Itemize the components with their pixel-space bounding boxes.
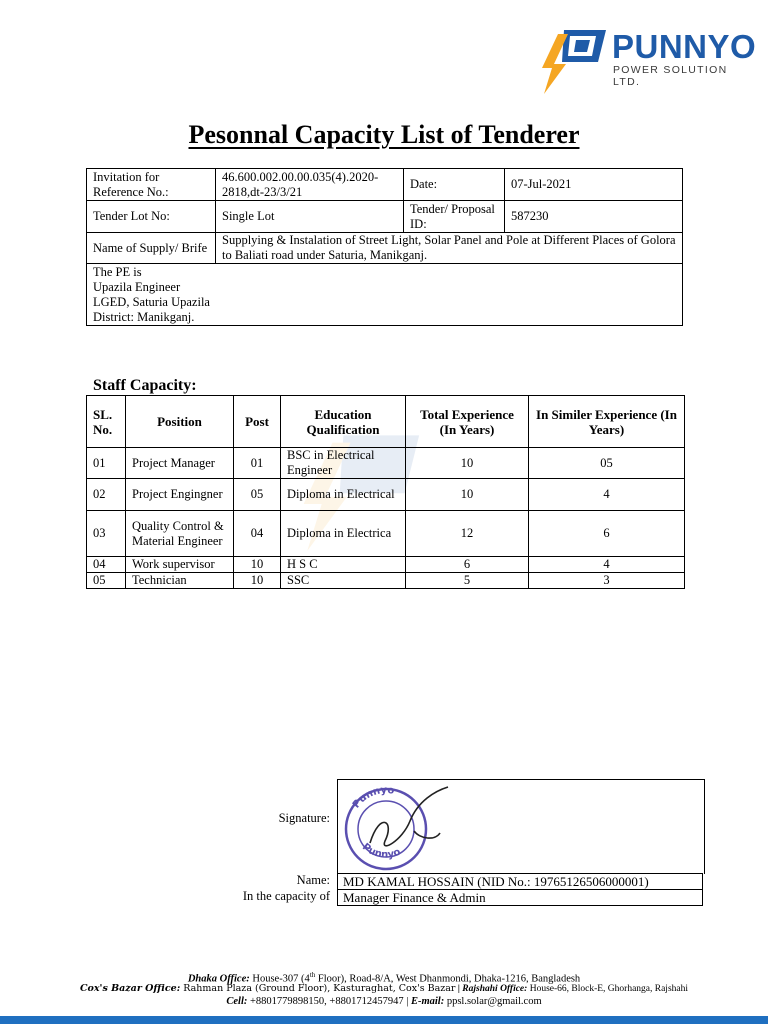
page-title: Pesonnal Capacity List of Tenderer xyxy=(188,120,580,149)
cell-position: Quality Control & Material Engineer xyxy=(126,511,234,557)
email-label: E-mail: xyxy=(408,996,445,1007)
pe-details xyxy=(87,264,683,326)
svg-text:Punnyo xyxy=(351,785,395,811)
table-row xyxy=(87,511,685,557)
cell-post: 10 xyxy=(234,557,281,573)
date-label: Date: xyxy=(404,169,505,201)
cell-sl: 05 xyxy=(87,573,126,589)
cell-total: 5 xyxy=(406,573,529,589)
staff-capacity-table xyxy=(86,395,685,589)
company-subtitle: POWER SOLUTION LTD. xyxy=(613,64,728,88)
cell-sl: 01 xyxy=(87,448,126,479)
table-row xyxy=(87,479,685,511)
tender-info-table xyxy=(86,168,683,326)
dhaka-office-address-1: House-307 (4 xyxy=(249,973,310,985)
invitation-value: 46.600.002.00.00.035(4).2020-2818,dt-23/3/21 xyxy=(216,169,404,201)
cell-position: Technician xyxy=(126,573,234,589)
rajshahi-office-label: | Rajshahi Office: xyxy=(457,984,528,994)
cell-label: Cell: xyxy=(226,996,248,1007)
dhaka-office-label: Dhaka Office: xyxy=(187,973,250,985)
header-post: Post xyxy=(234,396,281,448)
name-label: Name: xyxy=(296,873,330,887)
dhaka-office-sup: th xyxy=(309,971,316,979)
email-address: ppsl.solar@gmail.com xyxy=(444,996,542,1007)
company-name: PUNNYO xyxy=(612,28,757,65)
bottom-accent-bar xyxy=(0,1016,768,1024)
cell-numbers: +8801779898150, +8801712457947 | xyxy=(247,996,409,1007)
signatory-name: MD KAMAL HOSSAIN (NID No.: 19765126506000001) xyxy=(338,874,703,890)
header-education: Education Qualification xyxy=(281,396,406,448)
header-sl: SL. No. xyxy=(87,396,126,448)
lightning-logo-icon xyxy=(540,28,612,98)
dhaka-office-address-2: Floor), Road-8/A, West Dhanmondi, Dhaka-1216, Bangladesh xyxy=(315,973,581,985)
cell-post: 01 xyxy=(234,448,281,479)
pe-line: Upazila Engineer xyxy=(93,279,181,294)
header-similar-experience: In Similer Experience (In Years) xyxy=(529,396,685,448)
footer-contact xyxy=(0,995,768,1008)
supply-label: Name of Supply/ Brife xyxy=(87,233,216,264)
cell-total: 12 xyxy=(406,511,529,557)
svg-text:Punnyo xyxy=(360,841,402,860)
stamp-text-top: Punnyo xyxy=(350,784,395,811)
cell-sl: 02 xyxy=(87,479,126,511)
stamp-text-bottom: Punnyo xyxy=(359,841,403,861)
cell-position: Work supervisor xyxy=(126,557,234,573)
cell-education: Diploma in Electrica xyxy=(281,511,406,557)
table-row xyxy=(87,448,685,479)
cell-total: 10 xyxy=(406,448,529,479)
cell-post: 04 xyxy=(234,511,281,557)
pe-line: The PE is xyxy=(93,264,142,279)
cell-position: Project Engingner xyxy=(126,479,234,511)
proposal-label: Tender/ Proposal ID: xyxy=(404,201,505,233)
cell-similar: 6 xyxy=(529,511,685,557)
cell-total: 6 xyxy=(406,557,529,573)
lot-value: Single Lot xyxy=(216,201,404,233)
capacity-label: In the capacity of xyxy=(242,889,330,903)
cell-education: Diploma in Electrical xyxy=(281,479,406,511)
signatory-capacity: Manager Finance & Admin xyxy=(338,890,703,906)
cell-similar: 4 xyxy=(529,557,685,573)
cell-similar: 05 xyxy=(529,448,685,479)
coxs-office-address: Rahman Plaza (Ground Floor), Kasturaghat, Cox's Bazar xyxy=(180,983,456,994)
company-stamp-icon xyxy=(340,781,460,871)
cell-post: 05 xyxy=(234,479,281,511)
supply-value: Supplying & Instalation of Street Light, Solar Panel and Pole at Different Places of Golora to Baliati road under Saturia, Manikganj. xyxy=(216,233,683,264)
cell-total: 10 xyxy=(406,479,529,511)
company-logo xyxy=(540,28,755,98)
header-total-experience: Total Experience (In Years) xyxy=(406,396,529,448)
cell-position: Project Manager xyxy=(126,448,234,479)
cell-sl: 04 xyxy=(87,557,126,573)
cell-education: H S C xyxy=(281,557,406,573)
proposal-value: 587230 xyxy=(505,201,683,233)
footer-branch-offices xyxy=(0,982,768,996)
cell-similar: 4 xyxy=(529,479,685,511)
signatory-table xyxy=(337,873,703,906)
table-row xyxy=(87,557,685,573)
signature-label: Signature: xyxy=(278,811,330,825)
pe-line: District: Manikganj. xyxy=(93,309,195,324)
cell-sl: 03 xyxy=(87,511,126,557)
cell-post: 10 xyxy=(234,573,281,589)
header-position: Position xyxy=(126,396,234,448)
pe-line: LGED, Saturia Upazila xyxy=(93,294,210,309)
date-value: 07-Jul-2021 xyxy=(505,169,683,201)
cell-education: BSC in Electrical Engineer xyxy=(281,448,406,479)
staff-capacity-heading: Staff Capacity: xyxy=(93,377,197,394)
coxs-office-label: Cox's Bazar Office: xyxy=(79,983,181,994)
lot-label: Tender Lot No: xyxy=(87,201,216,233)
cell-similar: 3 xyxy=(529,573,685,589)
rajshahi-office-address: House-66, Block-E, Ghorhanga, Rajshahi xyxy=(527,984,689,994)
invitation-label: Invitation for Reference No.: xyxy=(87,169,216,201)
table-row xyxy=(87,573,685,589)
cell-education: SSC xyxy=(281,573,406,589)
